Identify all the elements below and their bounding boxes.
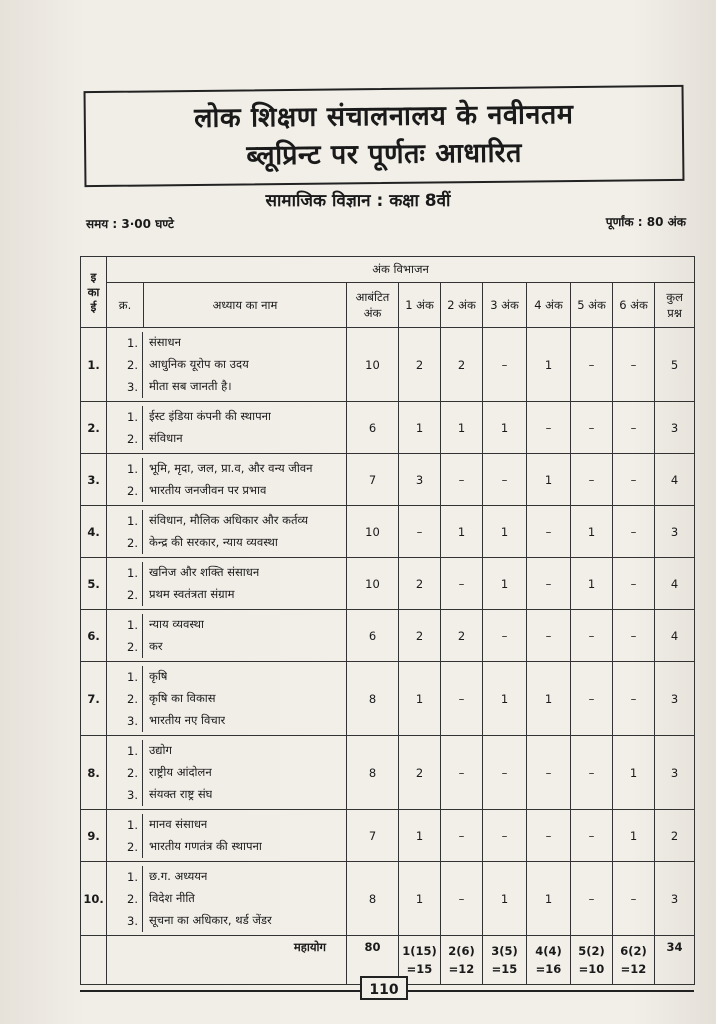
grand-total-result: =12 [620,962,647,976]
chapter-name: संसाधन [149,335,181,349]
allotted-marks-value: 8 [347,662,399,736]
chapter-name: कर [149,639,163,653]
grand-total-result: =16 [535,962,562,976]
chapter-sno: 1. [107,562,143,584]
chapter-sno: 1. [107,406,143,428]
unit-number: 5. [81,558,107,610]
allotted-marks-value: 10 [347,558,399,610]
chapter-item [107,636,346,658]
table-row [81,736,695,810]
chapter-sno: 3. [107,784,143,806]
mark-count-m3: – [483,454,527,506]
grand-total-m2 [441,936,483,985]
chapter-sno: 2. [107,532,143,554]
mark-count-m2: – [441,810,483,862]
chapter-name: कृषि का विकास [149,691,216,705]
chapter-name: भारतीय नए विचार [149,713,226,727]
total-questions-value: 4 [655,454,695,506]
col-4-mark: 4 अंक [527,283,571,328]
mark-count-m2: – [441,862,483,936]
allotted-marks-value: 8 [347,862,399,936]
table-row [81,328,695,402]
total-questions-value: 4 [655,610,695,662]
chapter-sno: 2. [107,888,143,910]
mark-count-m6: – [613,610,655,662]
total-questions-value: 5 [655,328,695,402]
grand-total-m4 [527,936,571,985]
table-row [81,662,695,736]
chapter-item [107,740,346,762]
grand-total-allotted: 80 [347,936,399,985]
table-row [81,810,695,862]
mark-count-m3: 1 [483,662,527,736]
mark-count-m2: 1 [441,402,483,454]
chapter-name: संयक्त राष्ट्र संघ [149,787,213,801]
grand-total-blank [81,936,107,985]
mark-count-m6: – [613,506,655,558]
mark-count-m6: – [613,328,655,402]
mark-count-m5: – [571,662,613,736]
chapter-sno: 2. [107,762,143,784]
chapter-list-cell [107,662,347,736]
unit-number: 7. [81,662,107,736]
chapter-sno: 1. [107,614,143,636]
mark-count-m5: – [571,810,613,862]
mark-count-m3: 1 [483,558,527,610]
unit-header-line: इ [90,269,97,284]
mark-count-m2: – [441,558,483,610]
chapter-name: कृषि [149,669,168,683]
table-row [81,610,695,662]
mark-count-m5: – [571,328,613,402]
allotted-marks-value: 8 [347,736,399,810]
grand-total-label: महायोग [107,936,347,985]
chapter-sno: 3. [107,710,143,732]
chapter-name: आधुनिक यूरोप का उदय [149,357,249,371]
allotted-marks-value: 6 [347,610,399,662]
chapter-list-cell [107,506,347,558]
mark-count-m3: 1 [483,402,527,454]
grand-total-result: =10 [578,962,605,976]
mark-count-m2: – [441,454,483,506]
mark-count-m3: – [483,610,527,662]
total-questions-value: 2 [655,810,695,862]
total-questions-value: 4 [655,558,695,610]
mark-count-m3: – [483,810,527,862]
chapter-header-cell [107,283,347,328]
mark-count-m6: – [613,662,655,736]
chapter-name: सूचना का अधिकार, थर्ड जेंडर [149,913,272,927]
title-line-2: ब्लूप्रिन्ट पर पूर्णतः आधारित [246,137,523,172]
grand-total-expr: 6(2) [620,944,647,958]
chapter-sno: 2. [107,584,143,606]
mark-count-m1: 1 [399,662,441,736]
mark-count-m1: 1 [399,402,441,454]
chapter-item [107,532,346,554]
grand-total-expr: 2(6) [448,944,475,958]
total-questions-value: 3 [655,662,695,736]
chapter-name: मीता सब जानती है। [149,379,232,393]
mark-count-m2: 2 [441,328,483,402]
total-questions-value: 3 [655,402,695,454]
mark-count-m3: – [483,736,527,810]
title-line-1: लोक शिक्षण संचालनालय के नवीनतम [194,99,574,134]
allotted-marks-value: 6 [347,402,399,454]
chapter-list-cell [107,402,347,454]
chapter-sno: 2. [107,836,143,858]
chapter-sno: 1. [107,332,143,354]
mark-count-m2: 1 [441,506,483,558]
mark-count-m3: 1 [483,506,527,558]
allotted-header-line2: अंक [363,306,382,320]
total-header-line1: कुल [666,290,683,304]
chapter-item [107,428,346,450]
blueprint-table [80,256,695,985]
mark-count-m6: 1 [613,810,655,862]
mark-count-m4: – [527,736,571,810]
allotted-header [347,283,399,328]
grand-total-expr: 3(5) [491,944,518,958]
mark-count-m2: – [441,662,483,736]
chapter-name: भूमि, मृदा, जल, प्रा.व, और वन्य जीवन [149,461,313,475]
unit-number: 3. [81,454,107,506]
chapter-item [107,666,346,688]
unit-number: 2. [81,402,107,454]
mark-count-m1: 2 [399,328,441,402]
chapter-name: राष्ट्रीय आंदोलन [149,765,212,779]
chapter-item [107,562,346,584]
chapter-name: छ.ग. अध्ययन [149,869,208,883]
total-questions-value: 3 [655,506,695,558]
mark-count-m3: – [483,328,527,402]
chapter-list-cell [107,736,347,810]
chapter-item [107,688,346,710]
total-header-line2: प्रश्न [667,306,682,320]
chapter-name: विदेश नीति [149,891,195,905]
chapter-sno: 3. [107,910,143,932]
table-row [81,506,695,558]
mark-count-m5: – [571,610,613,662]
chapter-sno: 2. [107,688,143,710]
col-1-mark: 1 अंक [399,283,441,328]
chapter-list-cell [107,328,347,402]
chapter-sno: 3. [107,376,143,398]
unit-number: 1. [81,328,107,402]
unit-number: 10. [81,862,107,936]
grand-total-m6 [613,936,655,985]
mark-count-m4: – [527,810,571,862]
unit-number: 9. [81,810,107,862]
chapter-item [107,332,346,354]
chapter-sno: 1. [107,814,143,836]
grand-total-result: =15 [406,962,433,976]
mark-count-m1: 2 [399,736,441,810]
mark-count-m4: 1 [527,454,571,506]
chapter-list-cell [107,610,347,662]
unit-number: 6. [81,610,107,662]
mark-count-m5: – [571,862,613,936]
chapter-name: खनिज और शक्ति संसाधन [149,565,260,579]
chapter-item [107,762,346,784]
allotted-marks-value: 10 [347,328,399,402]
mark-count-m4: – [527,506,571,558]
chapter-item [107,866,346,888]
unit-number: 4. [81,506,107,558]
grand-total-questions: 34 [655,936,695,985]
chapter-name: भारतीय जनजीवन पर प्रभाव [149,483,267,497]
mark-count-m1: 1 [399,810,441,862]
chapter-sno: 2. [107,480,143,502]
chapter-item [107,584,346,606]
unit-number: 8. [81,736,107,810]
chapter-item [107,458,346,480]
grand-total-m5 [571,936,613,985]
chapter-item [107,510,346,532]
total-questions-header [655,283,695,328]
mark-count-m4: 1 [527,862,571,936]
chapter-item [107,784,346,806]
allotted-marks-value: 7 [347,454,399,506]
chapter-item [107,406,346,428]
chapter-header: अध्याय का नाम [212,297,278,312]
sno-header: क्र. [107,283,144,327]
chapter-item [107,354,346,376]
chapter-list-cell [107,810,347,862]
grand-total-expr: 4(4) [535,944,562,958]
chapter-list-cell [107,454,347,506]
chapter-sno: 1. [107,458,143,480]
chapter-sno: 2. [107,354,143,376]
allotted-marks-value: 7 [347,810,399,862]
mark-count-m5: – [571,736,613,810]
mark-count-m2: 2 [441,610,483,662]
chapter-list-cell [107,862,347,936]
chapter-item [107,836,346,858]
mark-count-m6: – [613,454,655,506]
time-label: समय : 3·00 घण्टे [86,217,174,231]
grand-total-m3 [483,936,527,985]
col-2-mark: 2 अंक [441,283,483,328]
mark-count-m4: 1 [527,662,571,736]
chapter-name: संविधान, मौलिक अधिकार और कर्तव्य [149,513,309,527]
col-6-mark: 6 अंक [613,283,655,328]
chapter-name: ईस्ट इंडिया कंपनी की स्थापना [149,409,271,423]
chapter-name: मानव संसाधन [149,817,208,831]
mark-count-m1: – [399,506,441,558]
chapter-item [107,910,346,932]
mark-count-m1: 3 [399,454,441,506]
chapter-sno: 1. [107,866,143,888]
table-row [81,402,695,454]
chapter-item [107,480,346,502]
chapter-name: उद्योग [149,743,172,757]
table-row [81,454,695,506]
allotted-header-line1: आबंटित [355,290,390,304]
chapter-name: प्रथम स्वतंत्रता संग्राम [149,587,235,601]
mark-count-m4: – [527,610,571,662]
total-questions-value: 3 [655,862,695,936]
mark-count-m5: 1 [571,558,613,610]
grand-total-expr: 5(2) [578,944,605,958]
chapter-item [107,888,346,910]
grand-total-result: =15 [491,962,518,976]
total-questions-value: 3 [655,736,695,810]
chapter-item [107,376,346,398]
chapter-name: संविधान [149,431,183,445]
subject-heading: सामाजिक विज्ञान : कक्षा 8वीं [265,191,451,211]
page-number: 110 [360,976,408,1000]
mark-count-m5: 1 [571,506,613,558]
chapter-sno: 1. [107,510,143,532]
mark-count-m5: – [571,454,613,506]
mark-count-m1: 2 [399,558,441,610]
chapter-name: भारतीय गणतंत्र की स्थापना [149,839,262,853]
mark-count-m6: – [613,402,655,454]
mark-count-m4: – [527,558,571,610]
mark-count-m6: – [613,558,655,610]
chapter-sno: 1. [107,666,143,688]
mark-count-m6: 1 [613,736,655,810]
chapter-sno: 1. [107,740,143,762]
mark-count-m6: – [613,862,655,936]
chapter-item [107,814,346,836]
chapter-list-cell [107,558,347,610]
unit-header [81,257,107,328]
chapter-sno: 2. [107,428,143,450]
chapter-item [107,710,346,732]
title-box [84,85,685,187]
col-5-mark: 5 अंक [571,283,613,328]
mark-count-m4: – [527,402,571,454]
marks-distribution-header: अंक विभाजन [107,257,695,283]
mark-count-m2: – [441,736,483,810]
mark-count-m1: 1 [399,862,441,936]
max-marks-label: पूर्णांक : 80 अंक [605,215,686,229]
chapter-item [107,614,346,636]
chapter-name: न्याय व्यवस्था [149,617,204,631]
grand-total-result: =12 [448,962,475,976]
table-body [81,328,695,985]
mark-count-m1: 2 [399,610,441,662]
chapter-sno: 2. [107,636,143,658]
chapter-name: केन्द्र की सरकार, न्याय व्यवस्था [149,535,278,549]
unit-header-line: का [87,284,100,299]
table-row [81,558,695,610]
col-3-mark: 3 अंक [483,283,527,328]
table-row [81,862,695,936]
allotted-marks-value: 10 [347,506,399,558]
unit-header-line: ई [90,299,97,314]
mark-count-m4: 1 [527,328,571,402]
grand-total-expr: 1(15) [402,944,437,958]
mark-count-m5: – [571,402,613,454]
mark-count-m3: 1 [483,862,527,936]
